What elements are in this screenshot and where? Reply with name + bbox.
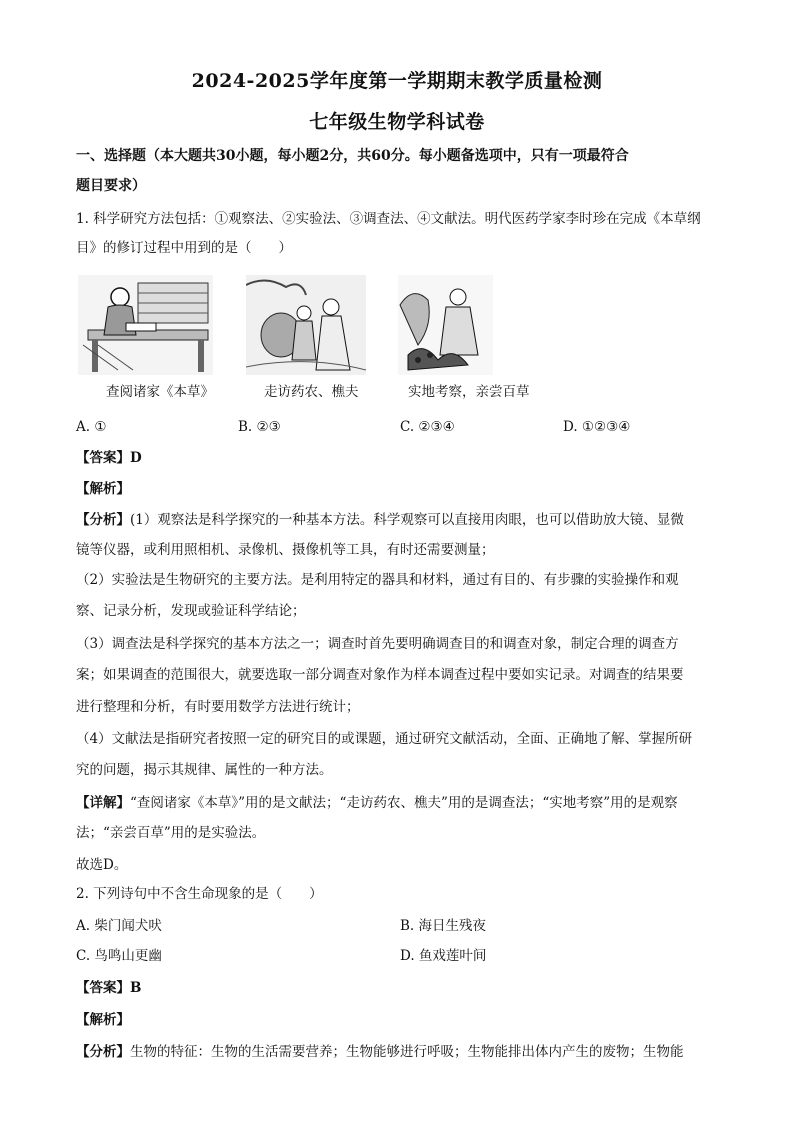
section-heading-cont: 题目要求）: [76, 178, 146, 194]
figure-caption-2: 走访药农、樵夫: [264, 384, 359, 400]
q1-analysis-line-3: （2）实验法是生物研究的主要方法。是利用特定的器具和材料，通过有目的、有步骤的实验操作和观: [76, 572, 679, 588]
q1-detail-line-1: 【详解】“查阅诸家《本草》”用的是文献法；“走访药农、樵夫”用的是调查法；“实地考察”用的是观察: [76, 795, 678, 811]
q2-option-b: B. 海日生残夜: [400, 918, 487, 934]
q1-option-c: C. ②③④: [400, 419, 455, 435]
analysis-tag: 【分析】: [76, 512, 130, 528]
section-heading: 一、选择题（本大题共30小题，每小题2分，共60分。每小题备选项中，只有一项最符合: [76, 148, 629, 164]
q2-jiexi: 【解析】: [76, 1012, 130, 1028]
q1-answer: 【答案】D: [76, 450, 142, 466]
q1-conclusion: 故选D。: [76, 857, 128, 873]
q1-stem-cont: 目》的修订过程中用到的是（ ）: [76, 240, 292, 256]
q2-stem: 2. 下列诗句中不含生命现象的是（ ）: [76, 886, 323, 902]
q1-stem: 1. 科学研究方法包括：①观察法、②实验法、③调查法、④文献法。明代医药学家李时珍在完成《本草纲: [76, 211, 701, 227]
analysis-tag: 【分析】: [76, 1044, 130, 1060]
q1-jiexi: 【解析】: [76, 481, 130, 497]
q1-analysis-line-4: 察、记录分析，发现或验证科学结论；: [76, 603, 306, 619]
q1-analysis-line-9: 究的问题，揭示其规律、属性的一种方法。: [76, 762, 333, 778]
q2-option-a: A. 柴门闻犬吠: [76, 918, 162, 934]
figure-field-investigation: [398, 275, 493, 375]
exam-subtitle: 七年级生物学科试卷: [309, 111, 485, 133]
q2-answer: 【答案】B: [76, 980, 142, 996]
q1-analysis-line-5: （3）调查法是科学探究的基本方法之一；调查时首先要明确调查目的和调查对象，制定合理的调查方: [76, 636, 679, 652]
q1-analysis-line-2: 镜等仪器，或利用照相机、录像机、摄像机等工具，有时还需要测量；: [76, 542, 495, 558]
q1-option-a: A. ①: [76, 419, 107, 435]
exam-title: 2024-2025学年度第一学期期末教学质量检测: [191, 70, 603, 92]
detail-tag: 【详解】: [76, 795, 130, 811]
figure-visiting-farmers: [246, 275, 366, 375]
q2-option-d: D. 鱼戏莲叶间: [400, 948, 487, 964]
q1-analysis-line-7: 进行整理和分析，有时要用数学方法进行统计；: [76, 699, 360, 715]
q1-analysis-line-8: （4）文献法是指研究者按照一定的研究目的或课题，通过研究文献活动，全面、正确地了解、掌握所研: [76, 731, 693, 747]
figure-caption-3: 实地考察，亲尝百草: [408, 384, 530, 400]
q1-analysis-line-6: 案；如果调查的范围很大，就要选取一部分调查对象作为样本调查过程中要如实记录。对调查的结果要: [76, 667, 684, 683]
q2-option-c: C. 鸟鸣山更幽: [76, 948, 162, 964]
figure-reading-scholar: [78, 275, 213, 375]
q1-detail-line-2: 法；“亲尝百草”用的是实验法。: [76, 825, 266, 841]
q1-analysis-line-1: 【分析】(1）观察法是科学探究的一种基本方法。科学观察可以直接用肉眼，也可以借助放大镜、显微: [76, 512, 684, 528]
q2-analysis-line-1: 【分析】生物的特征：生物的生活需要营养；生物能够进行呼吸；生物能排出体内产生的废物；生物能: [76, 1044, 684, 1060]
figure-caption-1: 查阅诸家《本草》: [106, 384, 214, 400]
q1-option-d: D. ①②③④: [563, 419, 631, 435]
q1-option-b: B. ②③: [238, 419, 281, 435]
